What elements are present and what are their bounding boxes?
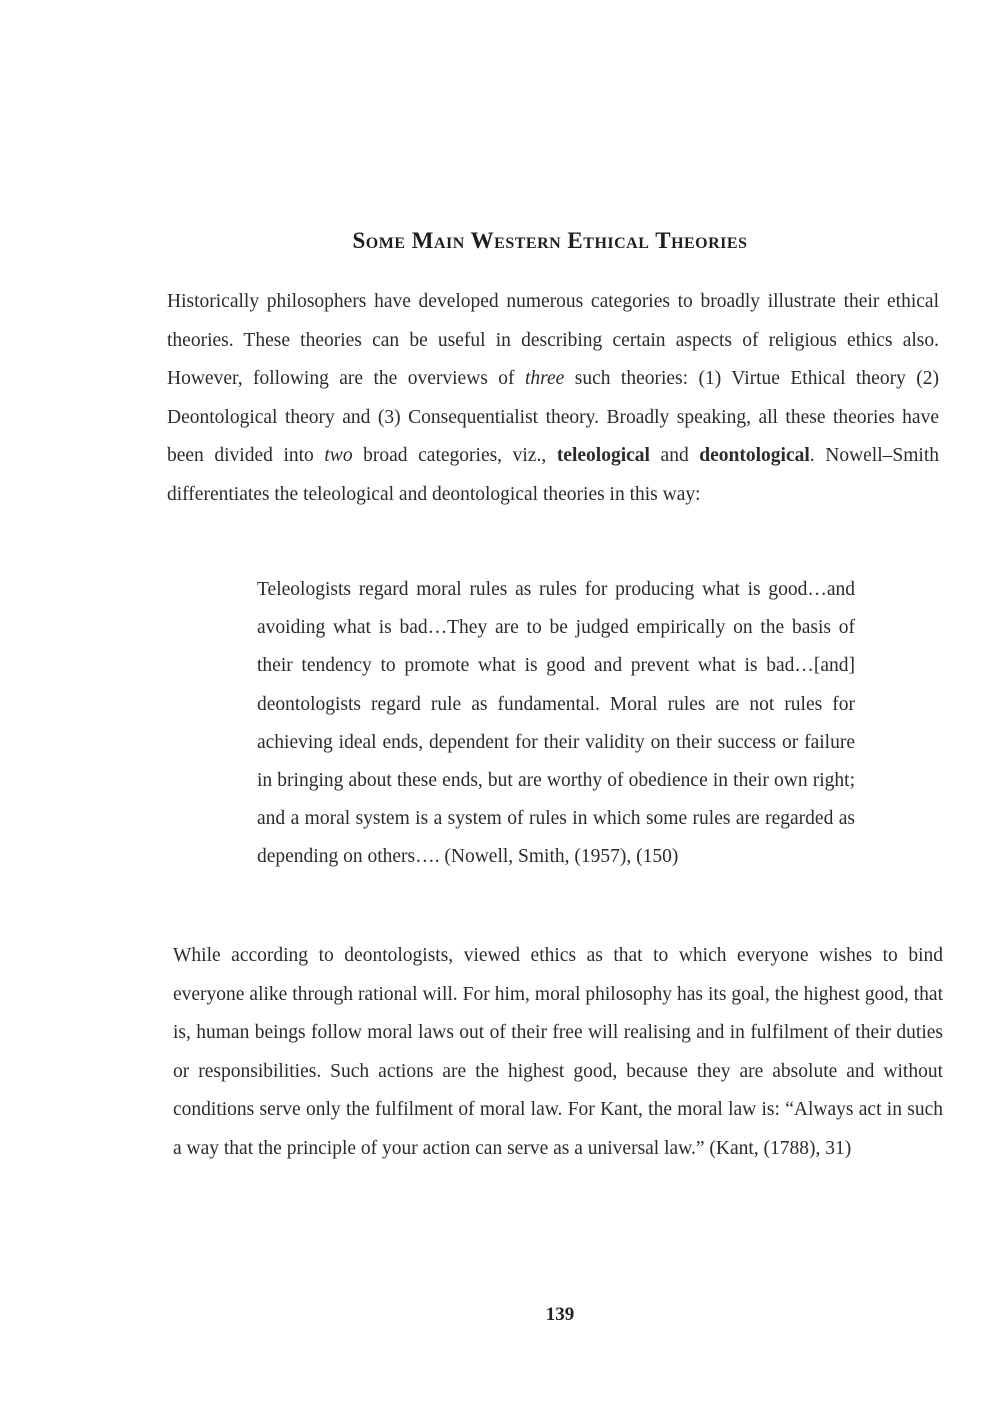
intro-text-3: broad categories, viz., xyxy=(352,445,557,466)
intro-text-1: Historically philosophers have developed numerous categories to broadly illustrate their ethical theories. These theories can be useful in describing certain aspects of religious ethics also. However, following are the overviews of xyxy=(167,291,939,389)
block-quote: Teleologists regard moral rules as rules for producing what is good…and avoiding what is bad…They are to be judged empirically on the basis of their tendency to promote what is good and prevent what is bad…[and] deontologists regard rule as fundamental. Moral rules are not rules for achieving ideal ends, dependent for their validity on their success or failure in bringing about these ends, but are worthy of obedience in their own right; and a moral system is a system of rules in which some rules are regarded as depending on others…. (Nowell, Smith, (1957), (150) xyxy=(257,579,855,868)
intro-text-5: . Nowell–Smith differentiates the teleological and deontological theories in this way: xyxy=(167,445,939,505)
intro-paragraph xyxy=(167,283,939,514)
term-teleological: teleological xyxy=(556,445,650,466)
intro-text-2: such theories: (1) Virtue Ethical theory (2) Deontological theory and (3) Consequentialist theory. Broadly speaking, all these theories have been divided into xyxy=(167,368,939,466)
section-heading: Some Main Western Ethical Theories xyxy=(352,228,748,253)
term-deontological: deontological xyxy=(699,445,810,466)
emphasis-three: three xyxy=(524,368,565,389)
intro-text-4: and xyxy=(649,445,700,466)
body-paragraph: While according to deontologists, viewed ethics as that to which everyone wishes to bind everyone alike through rational will. For him, moral philosophy has its goal, the highest good, that is, human beings follow moral laws out of their free will realising and in fulfilment of their duties or responsibilities. Such actions are the highest good, because they are absolute and without conditions serve only the fulfilment of moral law. For Kant, the moral law is: “Always act in such a way that the principle of your action can serve as a universal law.” (Kant, (1788), 31) xyxy=(173,945,943,1159)
emphasis-two: two xyxy=(324,445,353,466)
page-number: 139 xyxy=(545,1304,575,1325)
